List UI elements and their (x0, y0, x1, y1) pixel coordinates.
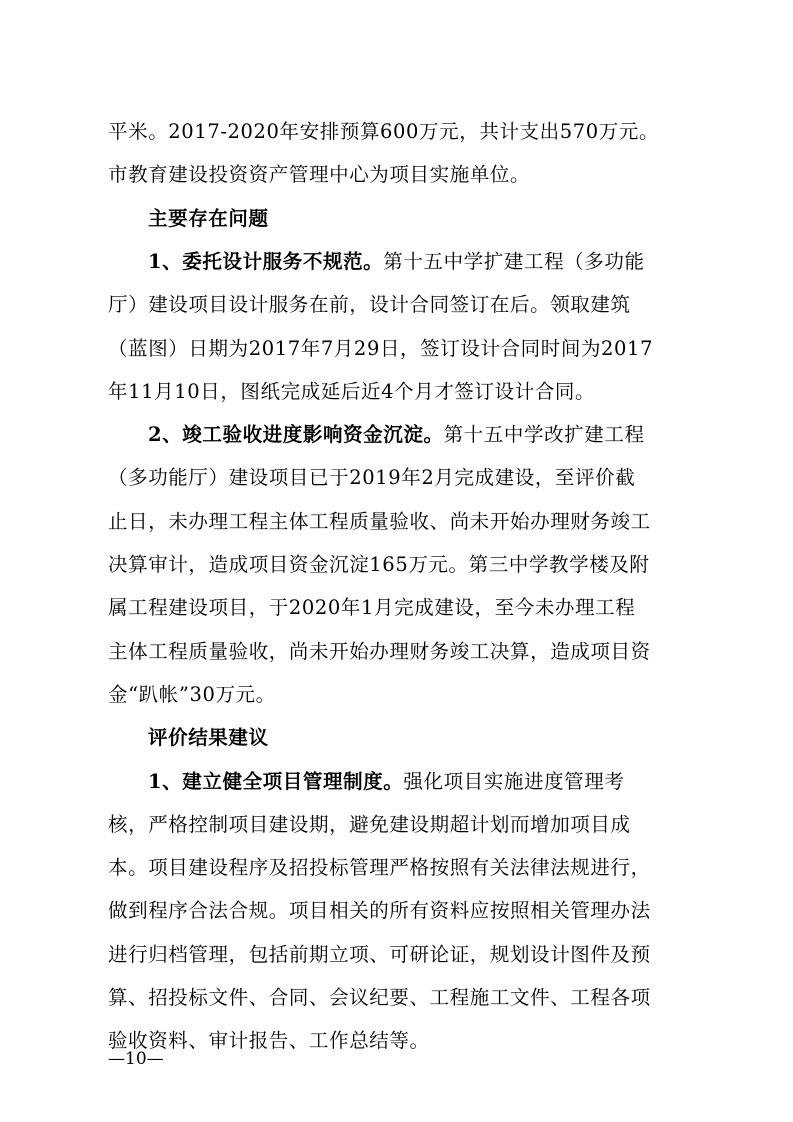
paragraph-line: 本。项目建设程序及招投标管理严格按照有关法律法规进行， (108, 856, 651, 880)
paragraph-line: （蓝图）日期为2017年7月29日，签订设计合同时间为2017 (108, 336, 654, 360)
paragraph-line: 厅）建设项目设计服务在前，设计合同签订在后。领取建筑 (108, 293, 631, 317)
paragraph-line (148, 249, 698, 275)
item-text: 强化项目实施进度管理考 (403, 769, 625, 793)
paragraph-line: 做到程序合法合规。项目相关的所有资料应按照相关管理办法 (108, 899, 651, 923)
paragraph-line: 算、招投标文件、合同、会议纪要、工程施工文件、工程各项 (108, 986, 651, 1009)
paragraph-line: （多功能厅）建设项目已于2019年2月完成建设，至评价截 (108, 466, 636, 490)
paragraph-line: 止日，未办理工程主体工程质量验收、尚未开始办理财务竣工 (108, 509, 651, 533)
paragraph-line: 决算审计，造成项目资金沉淀165万元。第三中学教学楼及附 (108, 553, 650, 576)
item-title: 1、委托设计服务不规范。 (148, 249, 384, 273)
paragraph-line: 主体工程质量验收，尚未开始办理财务竣工决算，造成项目资 (108, 639, 651, 663)
item-text: 第十五中学扩建工程（多功能 (383, 249, 645, 273)
paragraph-line: 属工程建设项目，于2020年1月完成建设，至今未办理工程 (108, 596, 636, 620)
item-title: 2、竣工验收进度影响资金沉淀。 (148, 423, 444, 447)
paragraph-line: 金“趴帐”30万元。 (108, 682, 276, 706)
page-number: —10— (108, 1049, 164, 1069)
paragraph-line: 进行归档管理，包括前期立项、可研论证，规划设计图件及预 (108, 942, 651, 966)
paragraph-line: 市教育建设投资资产管理中心为项目实施单位。 (108, 163, 531, 187)
paragraph-line (148, 422, 698, 448)
section-heading-problems: 主要存在问题 (148, 206, 269, 230)
section-heading-suggestions: 评价结果建议 (148, 726, 269, 750)
item-title: 1、建立健全项目管理制度。 (148, 769, 404, 793)
paragraph-line (148, 769, 698, 795)
paragraph-line: 平米。2017-2020年安排预算600万元，共计支出570万元。 (108, 120, 660, 143)
paragraph-line: 核，严格控制项目建设期，避免建设期超计划而增加项目成 (108, 812, 631, 836)
item-text: 第十五中学改扩建工程 (443, 423, 645, 447)
paragraph-line: 验收资料、审计报告、工作总结等。 (108, 1029, 430, 1053)
paragraph-line: 年11月10日，图纸完成延后近4个月才签订设计合同。 (108, 379, 596, 403)
